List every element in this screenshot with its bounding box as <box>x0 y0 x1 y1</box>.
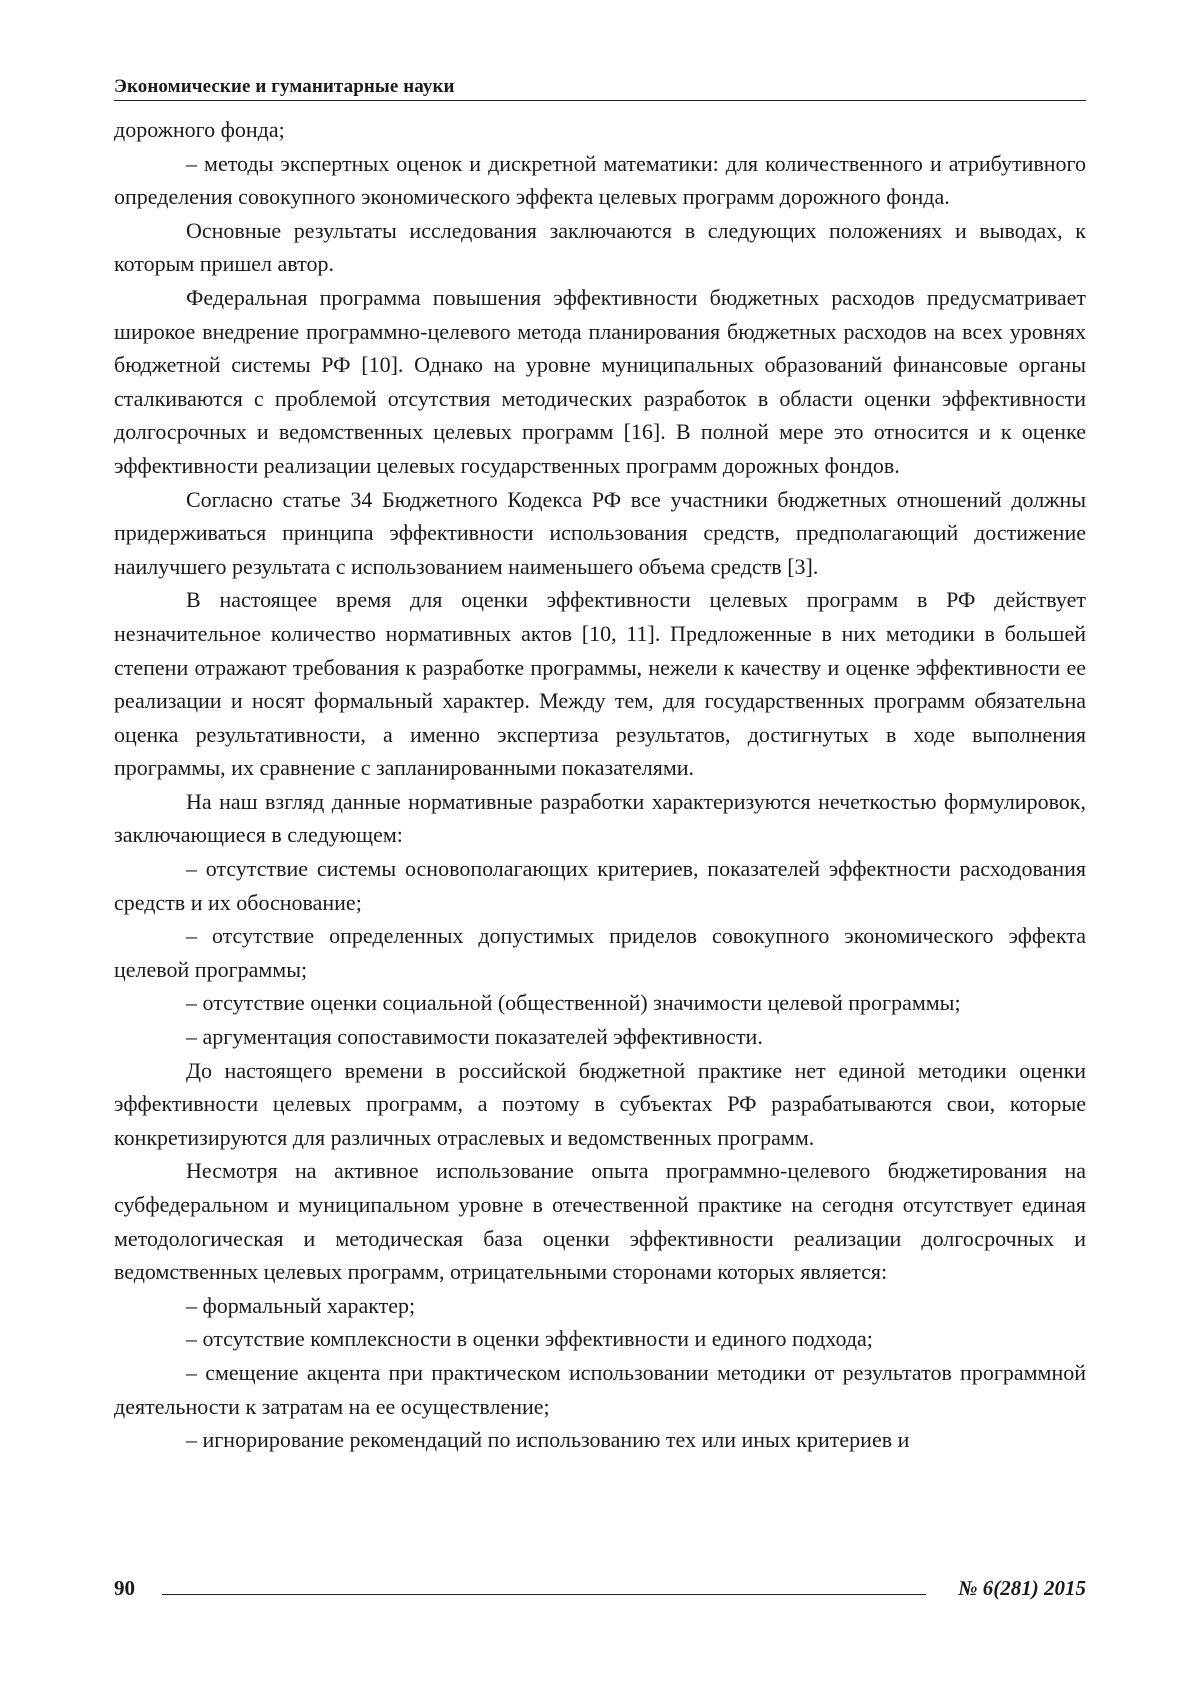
list-item: – отсутствие системы основополагающих критериев, показателей эффектности расходования средств и их обоснование; <box>114 852 1086 919</box>
list-item: – игнорирование рекомендаций по использованию тех или иных критериев и <box>114 1423 1086 1457</box>
issue-number: № 6(281) 2015 <box>958 1576 1086 1601</box>
footer-divider <box>162 1594 926 1595</box>
running-header <box>114 74 1086 101</box>
paragraph: Несмотря на активное использование опыта программно-целевого бюджетирования на субфедеральном и муниципальном уровне в отечественной практике на сегодня отсутствует единая методологическая и методическая база оценки эффективности реализации долгосрочных и ведомственных целевых программ, отрицательными сторонами которых является: <box>114 1154 1086 1288</box>
list-item: – отсутствие оценки социальной (общественной) значимости целевой программы; <box>114 986 1086 1020</box>
list-item: – отсутствие определенных допустимых приделов совокупного экономического эффекта целевой программы; <box>114 919 1086 986</box>
article-body <box>114 113 1086 1457</box>
paragraph: На наш взгляд данные нормативные разработки характеризуются нечеткостью формулировок, заключающиеся в следующем: <box>114 785 1086 852</box>
list-item: – смещение акцента при практическом использовании методики от результатов программной деятельности к затратам на ее осуществление; <box>114 1356 1086 1423</box>
paragraph: Федеральная программа повышения эффективности бюджетных расходов предусматривает широкое внедрение программно-целевого метода планирования бюджетных расходов на всех уровнях бюджетной системы РФ [10]. Однако на уровне муниципальных образований финансовые органы сталкиваются с проблемой отсутствия методических разработок в области оценки эффективности долгосрочных и ведомственных целевых программ [16]. В полной мере это относится и к оценке эффективности реализации целевых государственных программ дорожных фондов. <box>114 281 1086 483</box>
list-item: – отсутствие комплексности в оценки эффективности и единого подхода; <box>114 1322 1086 1356</box>
paragraph: До настоящего времени в российской бюджетной практике нет единой методики оценки эффективности целевых программ, а поэтому в субъектах РФ разрабатываются свои, которые конкретизируются для различных отраслевых и ведомственных программ. <box>114 1054 1086 1155</box>
list-item: – аргументация сопоставимости показателей эффективности. <box>114 1020 1086 1054</box>
paragraph: В настоящее время для оценки эффективности целевых программ в РФ действует незначительное количество нормативных актов [10, 11]. Предложенные в них методики в большей степени отражают требования к разработке программы, нежели к качеству и оценке эффективности ее реализации и носят формальный характер. Между тем, для государственных программ обязательна оценка результативности, а именно экспертиза результатов, достигнутых в ходе выполнения программы, их сравнение с запланированными показателями. <box>114 583 1086 785</box>
paragraph: дорожного фонда; <box>114 113 1086 147</box>
list-item: – методы экспертных оценок и дискретной математики: для количественного и атрибутивного определения совокупного экономического эффекта целевых программ дорожного фонда. <box>114 147 1086 214</box>
page-number: 90 <box>114 1576 135 1601</box>
journal-section-title: Экономические и гуманитарные науки <box>114 76 455 98</box>
list-item: – формальный характер; <box>114 1289 1086 1323</box>
paragraph: Основные результаты исследования заключаются в следующих положениях и выводах, к которым пришел автор. <box>114 214 1086 281</box>
running-footer <box>114 1576 1086 1606</box>
paragraph: Согласно статье 34 Бюджетного Кодекса РФ все участники бюджетных отношений должны придерживаться принципа эффективности использования средств, предполагающий достижение наилучшего результата с использованием наименьшего объема средств [3]. <box>114 483 1086 584</box>
